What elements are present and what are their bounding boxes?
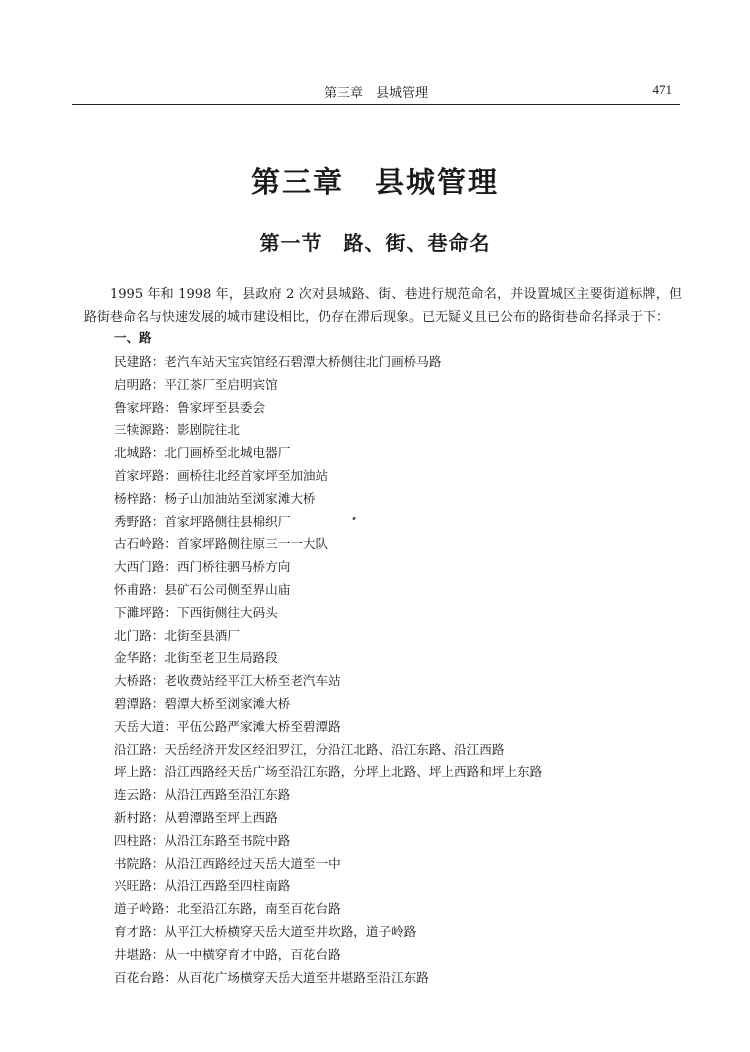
road-desc: 平伍公路严家滩大桥至碧潭路 [176,718,341,734]
road-desc: 北街至县酒厂 [164,627,240,643]
road-desc: 从平江大桥横穿天岳大道至井坎路，道子岭路 [164,923,417,939]
road-item: 金华路：北街至老卫生局路段 [114,650,278,666]
road-desc: 下西街侧往大码头 [176,604,278,620]
road-item: 道子岭路：北至沿江东路，南至百花台路 [114,901,341,917]
header-rule [72,104,680,105]
road-name: 新村路 [114,809,152,825]
road-desc: 老收费站经平江大桥至老汽车站 [164,673,341,689]
road-list [114,351,542,989]
road-item: 百花台路：从百花广场横穿天岳大道至井堪路至沿江东路 [114,969,429,985]
road-item: 连云路：从沿江西路至沿江东路 [114,787,291,803]
road-name: 大桥路 [114,673,152,689]
road-desc: 首家坪路侧往原三一一大队 [176,536,329,552]
road-name: 首家坪路 [114,467,165,483]
road-desc: 北街至老卫生局路段 [164,650,278,666]
road-desc: 沿江西路经天岳广场至沿江东路，分坪上北路、坪上西路和坪上东路 [164,764,543,780]
road-desc: 首家坪路侧往县棉织厂 [164,513,291,529]
road-desc: 从一中横穿育才中路，百花台路 [164,946,341,962]
road-desc: 西门桥往驷马桥方向 [176,559,291,575]
road-name: 三犊源路 [114,422,165,438]
road-desc: 从百花广场横穿天岳大道至井堪路至沿江东路 [176,969,429,985]
road-item: 怀甫路：县矿石公司侧至界山庙 [114,581,291,597]
road-name: 北门路 [114,627,152,643]
road-item: 古石岭路：首家坪路侧往原三一一大队 [114,536,329,552]
road-desc: 北门画桥至北城电器厂 [164,445,291,461]
road-desc: 影剧院往北 [176,422,240,438]
road-desc: 从碧潭路至坪上西路 [164,809,278,825]
road-name: 井堪路 [114,946,152,962]
road-item: 大西门路：西门桥往驷马桥方向 [114,559,291,575]
road-name: 下濉坪路 [114,604,165,620]
road-item: 碧潭路：碧潭大桥至浏家滩大桥 [114,695,291,711]
road-item: 鲁家坪路：鲁家坪至县委会 [114,399,266,415]
road-item: 启明路：平江茶厂至启明宾馆 [114,376,278,392]
road-name: 百花台路 [114,969,165,985]
road-item: 北门路：北街至县酒厂 [114,627,240,643]
road-desc: 天岳经济开发区经汨罗江，分沿江北路、沿江东路、沿江西路 [164,741,505,757]
road-name: 书院路 [114,855,152,871]
road-name: 古石岭路 [114,536,165,552]
road-item: 育才路：从平江大桥横穿天岳大道至井坎路，道子岭路 [114,923,417,939]
road-desc: 画桥往北经首家坪至加油站 [176,467,329,483]
road-name: 鲁家坪路 [114,399,165,415]
road-item: 秀野路：首家坪路侧往县棉织厂 [114,513,291,529]
road-item: 下濉坪路：下西街侧往大码头 [114,604,278,620]
road-desc: 县矿石公司侧至界山庙 [164,581,291,597]
running-header [72,78,680,102]
road-desc: 从沿江东路至书院中路 [164,832,291,848]
road-item: 大桥路：老收费站经平江大桥至老汽车站 [114,673,341,689]
road-desc: 老汽车站天宝宾馆经石碧潭大桥侧往北门画桥马路 [164,354,442,369]
road-name: 大西门路 [114,559,165,575]
road-item: 民建路：老汽车站天宝宾馆经石碧潭大桥侧往北门画桥马路 [114,354,442,369]
page-number: 471 [652,82,672,97]
road-item: 书院路：从沿江西路经过天岳大道至一中 [114,855,341,871]
road-name: 启明路 [114,376,152,392]
road-name: 沿江路 [114,741,152,757]
road-desc: 北至沿江东路，南至百花台路 [176,901,341,917]
road-name: 碧潭路 [114,695,152,711]
road-desc: 从沿江西路至沿江东路 [164,787,291,803]
road-item: 首家坪路：画桥往北经首家坪至加油站 [114,467,329,483]
road-name: 民建路 [114,354,152,369]
road-desc: 从沿江西路至四柱南路 [164,878,291,894]
road-item: 兴旺路：从沿江西路至四柱南路 [114,878,291,894]
road-name: 育才路 [114,923,152,939]
road-name: 连云路 [114,787,152,803]
road-item: 天岳大道：平伍公路严家滩大桥至碧潭路 [114,718,341,734]
road-name: 天岳大道 [114,718,165,734]
chapter-title: 第三章 县城管理 [250,165,499,199]
road-name: 坪上路 [114,764,152,780]
roads-subheading: 一、路 [114,330,152,345]
road-item: 四柱路：从沿江东路至书院中路 [114,832,291,848]
road-desc: 平江茶厂至启明宾馆 [164,376,278,392]
road-item: 杨梓路：杨子山加油站至浏家滩大桥 [114,490,316,506]
section-title: 第一节 路、街、巷命名 [259,231,491,255]
road-item: 坪上路：沿江西路经天岳广场至沿江东路，分坪上北路、坪上西路和坪上东路 [114,764,543,780]
header-title: 第三章 县城管理 [323,86,428,101]
road-item: 北城路：北门画桥至北城电器厂 [114,445,291,461]
road-name: 兴旺路 [114,878,152,894]
road-name: 北城路 [114,445,152,461]
road-item: 三犊源路：影剧院往北 [114,422,240,438]
road-item: 沿江路：天岳经济开发区经汨罗江，分沿江北路、沿江东路、沿江西路 [114,741,505,757]
road-name: 金华路 [114,650,152,666]
road-name: 四柱路 [114,832,152,848]
road-name: 道子岭路 [114,901,165,917]
road-desc: 杨子山加油站至浏家滩大桥 [164,490,316,506]
road-name: 秀野路 [114,513,152,529]
road-item: 新村路：从碧潭路至坪上西路 [114,809,278,825]
road-name: 杨梓路 [114,490,152,506]
road-desc: 从沿江西路经过天岳大道至一中 [164,855,341,871]
road-desc: 鲁家坪至县委会 [176,399,266,415]
road-desc: 碧潭大桥至浏家滩大桥 [164,695,291,711]
road-item: 井堪路：从一中横穿育才中路，百花台路 [114,946,341,962]
road-name: 怀甫路 [114,581,152,597]
intro-paragraph: 1995 年和 1998 年，县政府 2 次对县城路、街、巷进行规范命名，并设置城区主要街道标牌，但路街巷命名与快速发展的城市建设相比，仍存在滞后现象。已无疑义且已公布的路街巷命名择录于下： [84,287,682,325]
